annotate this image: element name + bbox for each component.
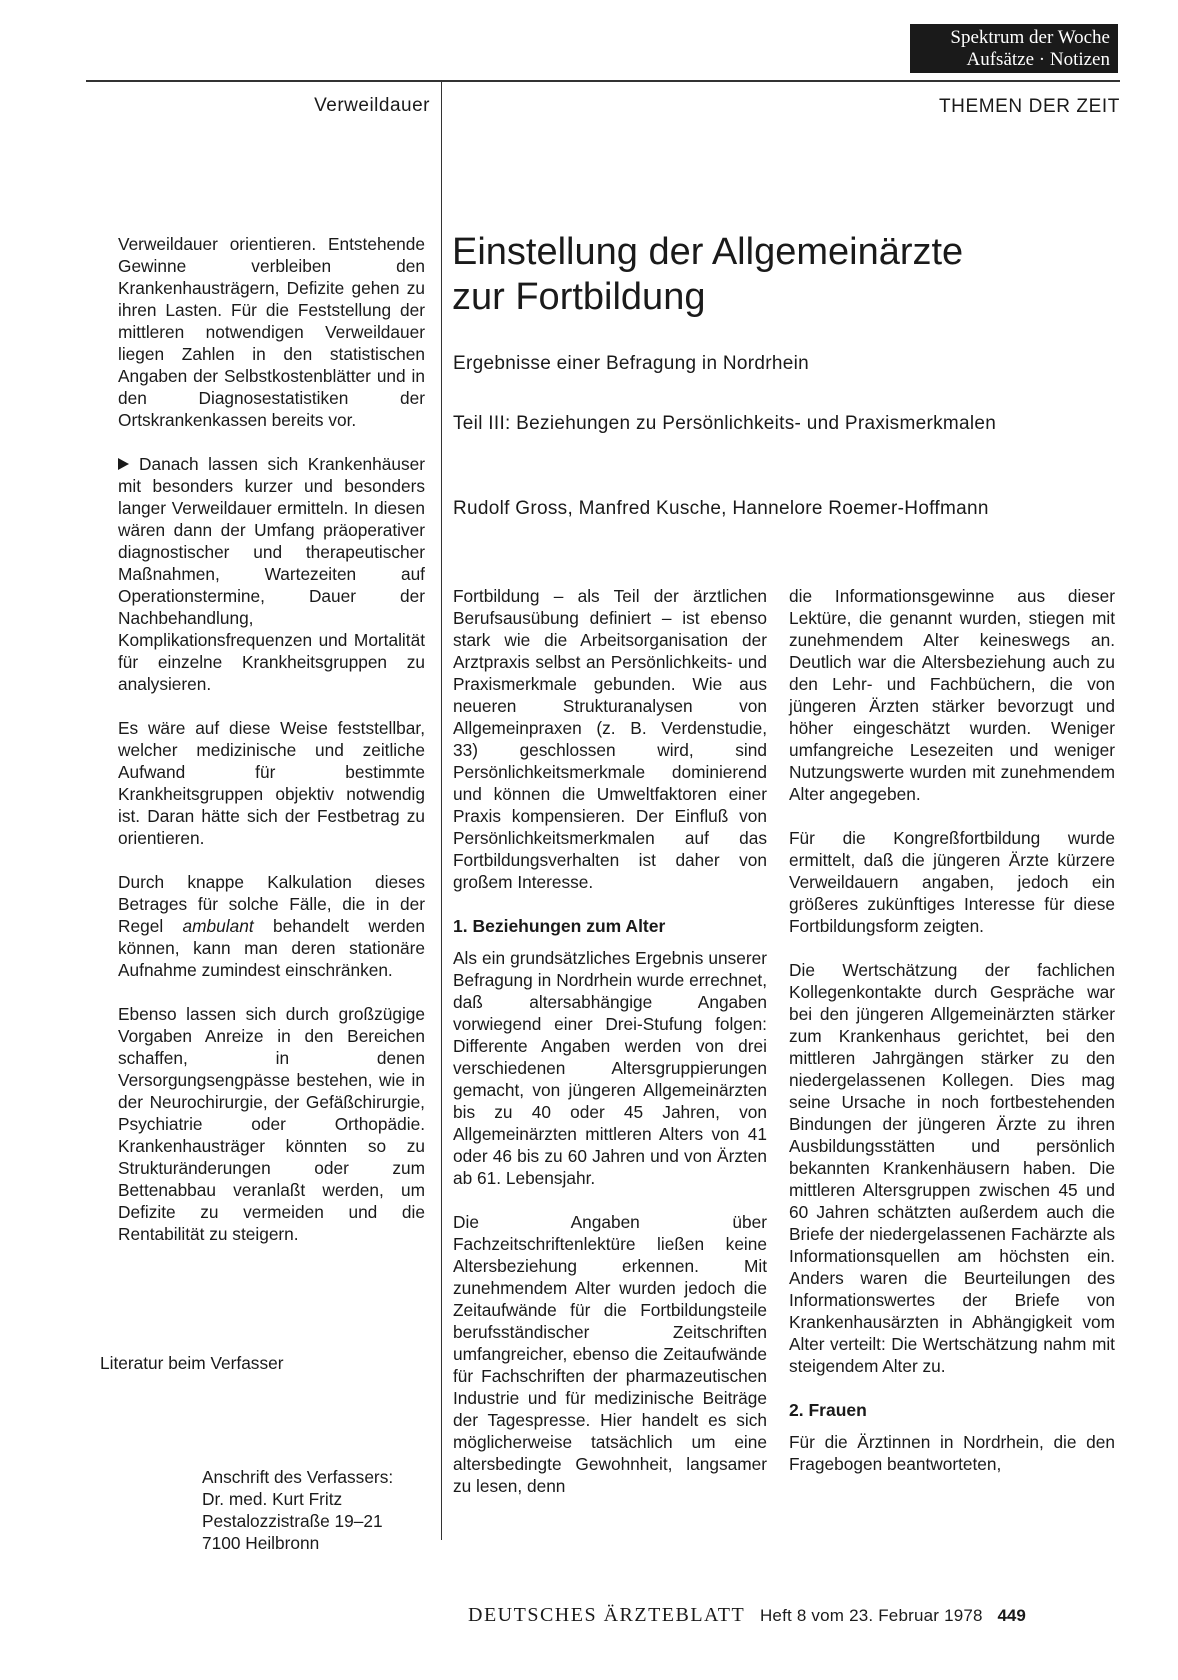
- body-paragraph: Für die Kongreßfortbildung wurde ermittelt, daß die jüngeren Ärzte kürzere Verweildauern angaben, jedoch ein größeres zukünftiges Interesse für diese Fortbildungsform zeigten.: [789, 828, 1115, 936]
- article-title-line2: zur Fortbildung: [452, 276, 706, 318]
- left-paragraph-text: Durch knappe Kalkulation dieses Betrages für solche Fälle, die in der Regel: [118, 872, 425, 936]
- left-paragraph: Verweildauer orientieren. Entstehende Gewinne verbleiben den Krankenhausträgern, Defizite gehen zu ihren Lasten. Für die Feststellung der mittleren notwendigen Verweildauer liegen Zahlen in den statistischen Angaben der Selbstkostenblätter und in den Diagnosestatistiken der Ortskrankenkassen bereits vor.: [118, 234, 425, 430]
- body-paragraph: Die Angaben über Fachzeitschriftenlektüre ließen keine Altersbeziehung erkennen. Mit zunehmendem Alter wurden jedoch die Zeitaufwände für die Fortbildungsteile berufsständischer Zeitschriften umfangreicher, ebenso die Zeitaufwände für Fachschriften der pharmazeutischen Industrie und für medizinische Beiträge der Tagespresse. Hier handelt es sich möglicherweise tatsächlich um eine altersbedingte Gewohnheit, langsamer zu lesen, denn: [453, 1212, 767, 1496]
- left-paragraph: Es wäre auf diese Weise feststellbar, welcher medizinische und zeitliche Aufwand für bestimmte Krankheitsgruppen objektiv notwendig ist. Daran hätte sich der Festbetrag zu orientieren.: [118, 718, 425, 848]
- running-head-right: THEMEN DER ZEIT: [938, 96, 1120, 117]
- article-title: [452, 230, 1112, 320]
- body-paragraph: Für die Ärztinnen in Nordrhein, die den Fragebogen beantworteten,: [789, 1432, 1115, 1474]
- emphasis-ambulant: ambulant: [182, 916, 254, 936]
- running-head-left: Verweildauer: [314, 95, 430, 116]
- article-part: Teil III: Beziehungen zu Persönlichkeits- und Praxismerkmalen: [453, 413, 997, 434]
- body-paragraph: die Informationsgewinne aus dieser Lektüre, die genannt wurden, stiegen mit zunehmendem Alter keineswegs an. Deutlich war die Altersbeziehung auch zu den Lehr- und Fachbüchern, die von jüngeren Ärzten stärker bevorzugt und höher eingeschätzt wurden. Weniger umfangreiche Lesezeiten und weniger Nutzungswerte wurden mit zunehmendem Alter angegeben.: [789, 586, 1115, 804]
- left-column: [118, 233, 425, 1245]
- page-footer: [468, 1604, 1026, 1627]
- page-number: 449: [997, 1606, 1026, 1625]
- author-address: [202, 1466, 393, 1554]
- section-badge-line1: Spektrum der Woche: [950, 27, 1110, 48]
- right-column: [789, 585, 1115, 1475]
- article-title-line1: Einstellung der Allgemeinärzte: [452, 231, 964, 273]
- left-paragraph-text: behandelt werden können, kann man deren stationäre Aufnahme zumindest einschränken.: [118, 916, 425, 980]
- address-label: Anschrift des Verfassers:: [202, 1467, 394, 1487]
- left-paragraph-text: Danach lassen sich Krankenhäuser mit besonders kurzer und besonders langer Verweildauer ermitteln. In diesen wären dann der Umfang präoperativer diagnostischer und therapeutischer Maßnahmen, Wartezeiten auf Operationstermine, Dauer der Nachbehandlung, Komplikationsfrequenzen und Mortalität für einzelne Krankheitsgruppen zu analysieren.: [118, 454, 425, 694]
- body-paragraph: Die Wertschätzung der fachlichen Kollegenkontakte durch Gespräche war bei den jüngeren Allgemeinärzten stärker zum Krankenhaus gerichtet, bei den mittleren Jahrgängen stärker zu den niedergelassenen Kollegen. Dies mag seine Ursache in noch fortbestehenden Bindungen der jüngeren Ärzte zu ihren Ausbildungsstätten und persönlich bekannten Krankenhäusern haben. Die mittleren Altersgruppen zwischen 45 und 60 Jahren schätzten außerdem auch die Briefe der niedergelassenen Fachärzte als Informationsquellen am höchsten ein. Anders waren die Beurteilungen des Informationswertes der Briefe von Krankenhausärzten in Abhängigkeit vom Alter verteilt: Die Wertschätzung nahm mit steigendem Alter zu.: [789, 960, 1115, 1376]
- body-paragraph: Fortbildung – als Teil der ärztlichen Berufsausübung definiert – ist ebenso stark wie die Arbeitsorganisation der Arztpraxis selbst an Persönlichkeits- und Praxismerkmale gebunden. Wie aus neueren Strukturanalysen von Allgemeinpraxen (z. B. Verdenstudie, 33) geschlossen wird, sind Persönlichkeitsmerkmale dominierend und können die Umweltfaktoren einer Praxis kompensieren. Der Einfluß von Persönlichkeitsmerkmalen auf das Fortbildungsverhalten ist daher von großem Interesse.: [453, 586, 767, 892]
- literature-note: Literatur beim Verfasser: [100, 1353, 284, 1373]
- left-paragraph-bullet: [118, 453, 425, 695]
- address-name: Dr. med. Kurt Fritz: [202, 1489, 343, 1509]
- section-badge: [910, 24, 1118, 73]
- middle-column: [453, 585, 767, 1497]
- body-paragraph: Als ein grundsätzliches Ergebnis unserer Befragung in Nordrhein wurde errechnet, daß altersabhängige Angaben vorwiegend einer Drei-Stufung folgen: Differente Angaben werden von drei verschiedenen Altersgruppierungen gemacht, von jüngeren Allgemeinärzten bis zu 40 oder 45 Jahren, von Allgemeinärzten mittleren Alters von 41 oder 46 bis zu 60 Jahren und von Ärzten ab 61. Lebensjahr.: [453, 948, 767, 1188]
- journal-name: DEUTSCHES ÄRZTEBLATT: [468, 1604, 746, 1626]
- section-heading: 1. Beziehungen zum Alter: [453, 916, 666, 936]
- issue-info: Heft 8 vom 23. Februar 1978: [759, 1606, 983, 1625]
- article-authors: Rudolf Gross, Manfred Kusche, Hannelore Roemer-Hoffmann: [453, 498, 989, 519]
- article-subtitle: Ergebnisse einer Befragung in Nordrhein: [453, 353, 810, 374]
- section-badge-line2: Aufsätze · Notizen: [966, 49, 1110, 70]
- left-paragraph: [118, 871, 425, 981]
- top-rule: [86, 80, 1120, 82]
- address-street: Pestalozzistraße 19–21: [202, 1511, 383, 1531]
- column-divider: [441, 80, 442, 1540]
- left-paragraph: Ebenso lassen sich durch großzügige Vorgaben Anreize in den Bereichen schaffen, in denen Versorgungsengpässe bestehen, wie in der Neurochirurgie, der Gefäßchirurgie, Psychiatrie oder Orthopädie. Krankenhausträger könnten so zu Strukturänderungen oder zum Bettenabbau veranlaßt werden, um Defizite zu vermeiden und die Rentabilität zu steigern.: [118, 1004, 425, 1244]
- section-heading: 2. Frauen: [789, 1400, 867, 1420]
- triangle-bullet-icon: [118, 458, 129, 470]
- address-city: 7100 Heilbronn: [202, 1533, 320, 1553]
